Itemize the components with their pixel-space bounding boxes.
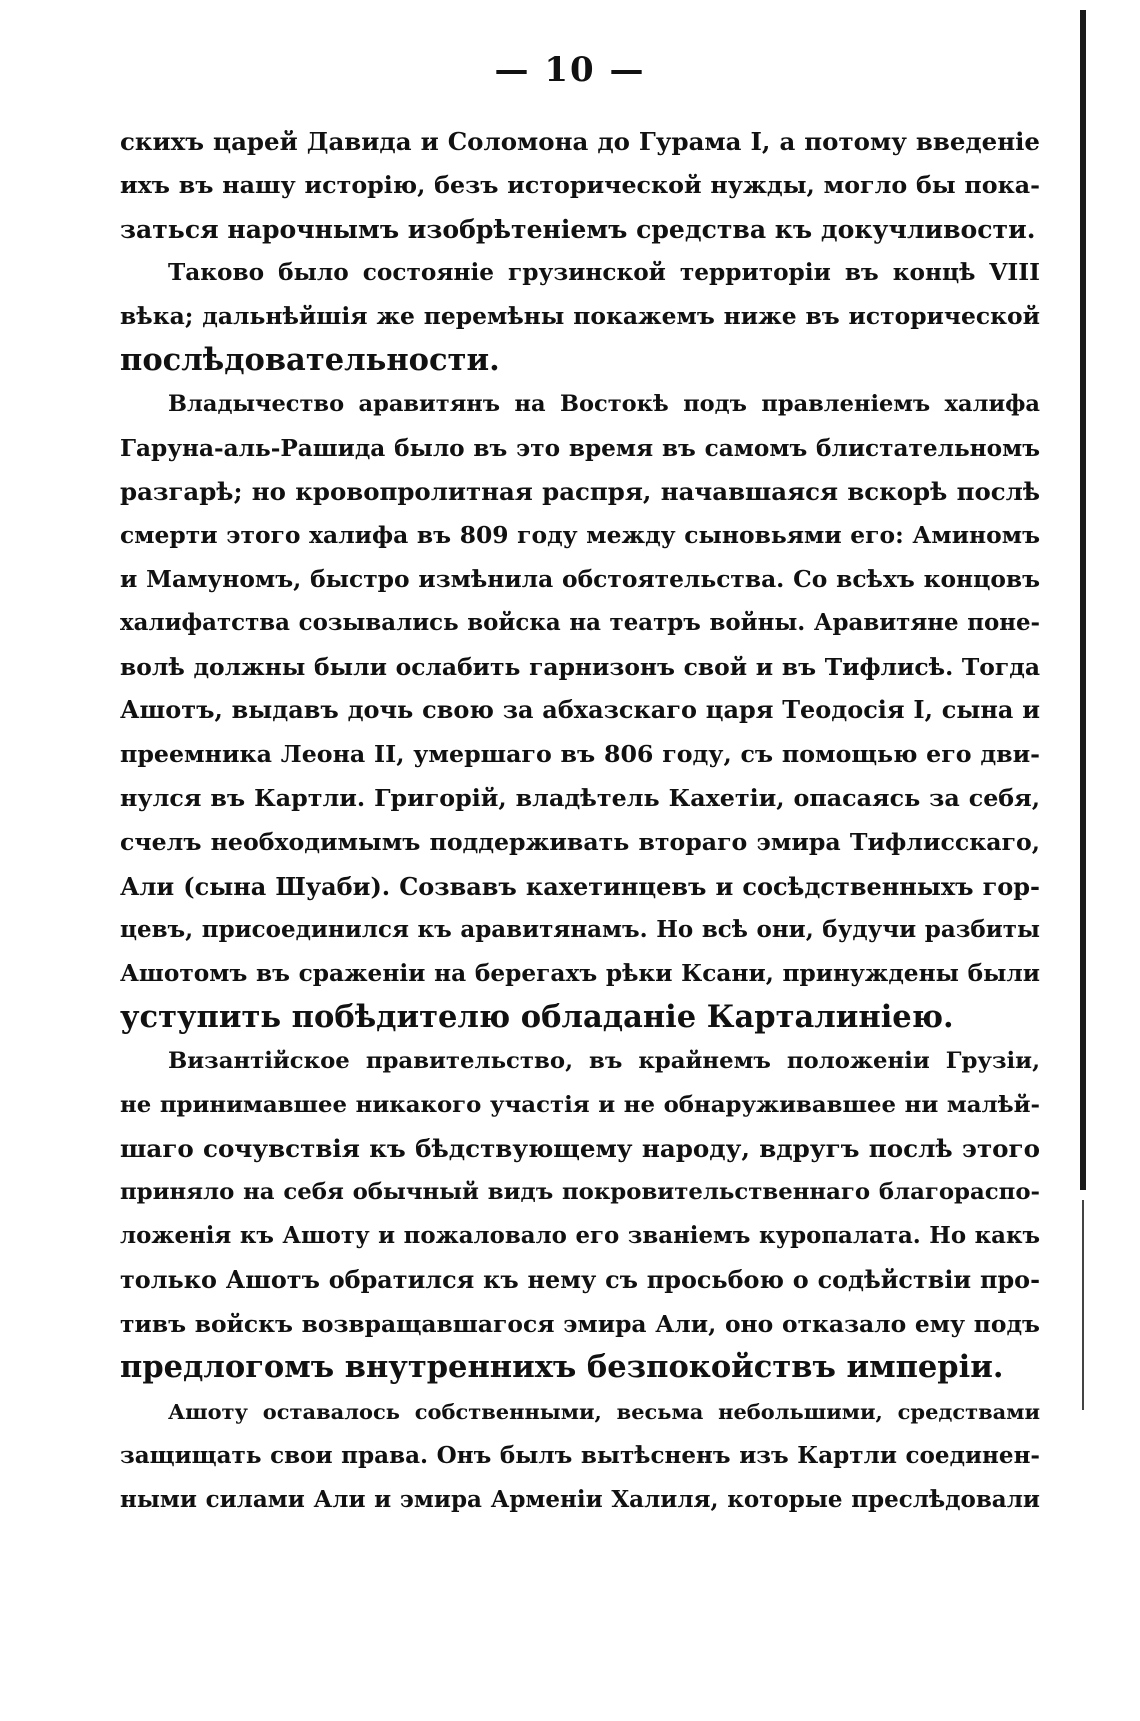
text-line: защищать свои права. Онъ былъ вытѣсненъ изъ Картли соединен- (120, 1441, 1040, 1469)
text-line: преемника Леона II, умершаго въ 806 году, съ помощью его дви- (120, 740, 1040, 769)
text-line: счелъ необходимымъ поддерживать втораго эмира Тифлисскаго, (120, 827, 1040, 856)
page-number: — 10 — (494, 50, 646, 90)
text-line: Византійское правительство, въ крайнемъ положеніи Грузіи, (168, 1047, 1040, 1074)
text-line: Ашотъ, выдавъ дочь свою за абхазскаго царя Теодосія I, сына и (120, 696, 1040, 725)
text-line: ными силами Али и эмира Арменіи Халиля, которые преслѣдовали (120, 1485, 1040, 1513)
text-line: Владычество аравитянъ на Востокѣ подъ правленіемъ халифа (168, 390, 1040, 417)
paragraph (120, 120, 1040, 251)
text-line: послѣдовательности. (120, 341, 500, 378)
text-line: Ашоту оставалось собственными, весьма небольшими, средствами (168, 1399, 1040, 1425)
text-line: тивъ войскъ возвращавшагося эмира Али, оно отказало ему подъ (120, 1309, 1040, 1338)
text-line: смерти этого халифа въ 809 году между сыновьями его: Аминомъ (120, 521, 1040, 550)
text-line: Ашотомъ въ сраженіи на берегахъ рѣки Ксани, принуждены были (120, 960, 1040, 988)
text-line: цевъ, присоединился къ аравитянамъ. Но всѣ они, будучи разбиты (120, 916, 1040, 944)
text-line: скихъ царей Давида и Соломона до Гурама I, а потому введеніе (120, 127, 1040, 156)
text-line: шаго сочувствія къ бѣдствующему народу, вдругъ послѣ этого (120, 1134, 1040, 1164)
text-line: не принимавшее никакого участія и не обнаруживавшее ни малѣй- (120, 1091, 1040, 1118)
text-line: предлогомъ внутреннихъ безпокойствъ имперіи. (120, 1349, 1004, 1386)
paragraph (120, 251, 1040, 382)
text-line: ихъ въ нашу исторію, безъ исторической нужды, могло бы пока- (120, 170, 1040, 199)
text-line: волѣ должны были ослабить гарнизонъ свой и въ Тифлисѣ. Тогда (120, 652, 1040, 681)
text-line: ложенія къ Ашоту и пожаловало его званіемъ куропалата. Но какъ (120, 1222, 1040, 1249)
text-line: вѣка; дальнѣйшія же перемѣны покажемъ ниже въ исторической (120, 302, 1040, 331)
text-line: только Ашотъ обратился къ нему съ просьбою о содѣйствіи про- (120, 1265, 1040, 1294)
text-line: и Мамуномъ, быстро измѣнила обстоятельства. Со всѣхъ концовъ (120, 564, 1040, 593)
text-line: заться нарочнымъ изобрѣтеніемъ средства къ докучливости. (120, 213, 1036, 244)
scan-binding-edge-lower (1082, 1200, 1084, 1410)
body-text (120, 120, 1040, 1522)
text-line: уступить побѣдителю обладаніе Карталиніею. (120, 998, 954, 1035)
text-line: нулся въ Картли. Григорій, владѣтель Кахетіи, опасаясь за себя, (120, 783, 1040, 812)
text-line: Али (сына Шуаби). Созвавъ кахетинцевъ и сосѣдственныхъ гор- (120, 871, 1040, 901)
text-line: Таково было состояніе грузинской территоріи въ концѣ VIII (168, 259, 1040, 287)
paragraph (120, 383, 1040, 1040)
text-line: Гаруна-аль-Рашида было въ это время въ самомъ блистательномъ (120, 434, 1040, 462)
scan-binding-edge (1080, 10, 1086, 1190)
paragraph (120, 1040, 1040, 1390)
paragraph (120, 1390, 1040, 1521)
text-line: приняло на себя обычный видъ покровительственнаго благораспо- (120, 1179, 1040, 1206)
text-line: разгарѣ; но кровопролитная распря, начавшаяся вскорѣ послѣ (120, 477, 1040, 507)
text-line: халифатства созывались войска на театръ войны. Аравитяне поне- (120, 609, 1040, 636)
